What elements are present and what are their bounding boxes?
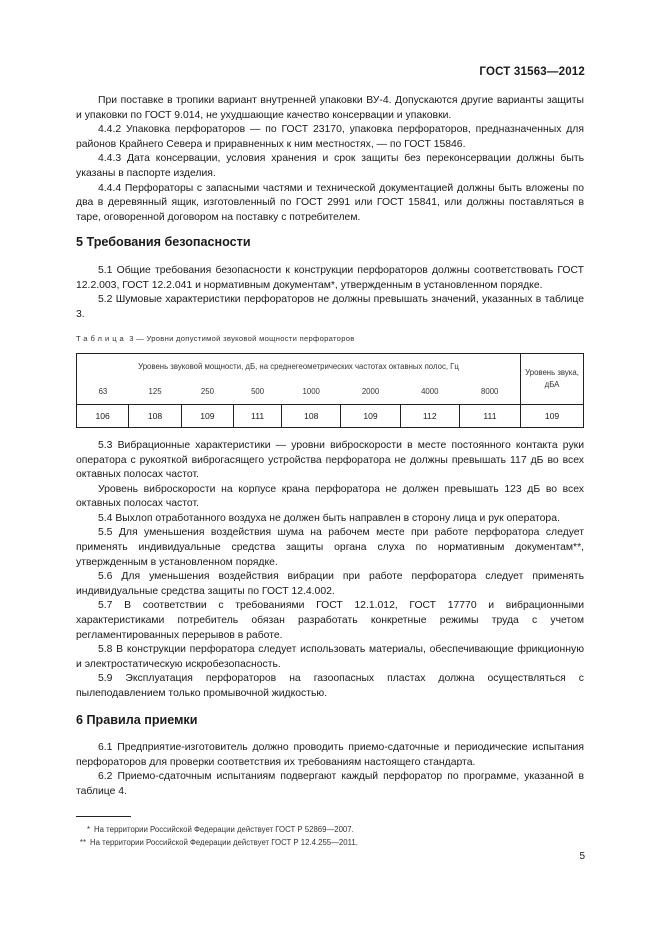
paragraph-5-5: 5.5 Для уменьшения воздействия шума на рабочем месте при работе перфоратора следует применять индивидуальные средства защиты органа слуха по нормативным документам**, утвержденным в установленном порядке. (76, 527, 584, 568)
value-cell: 111 (459, 404, 520, 427)
section-6-heading: 6 Правила приемки (76, 712, 198, 727)
value-cell: 111 (234, 404, 282, 427)
freq-cell: 500 (234, 380, 282, 405)
paragraph-6-1: 6.1 Предприятие-изготовитель должно проводить приемо-сдаточные и периодические испытания перфораторов для проверки соответствия их требованиям настоящего стандарта. (76, 742, 584, 768)
value-cell: 108 (129, 404, 181, 427)
paragraph-4-4-4: 4.4.4 Перфораторы с запасными частями и технической документацией должны быть вложены по два в деревянный ящик, изготовленный по ГОСТ 2991 или ГОСТ 15841, или должны поставляться в таре, оговоренной договором на поставку с потребителем. (76, 182, 584, 223)
paragraph-5-9: 5.9 Эксплуатация перфораторов на газоопасных пластах должна осуществляться с пылеподавлением только промывочной жидкостью. (76, 673, 584, 699)
page-number: 5 (579, 851, 585, 862)
table-caption-text: 3 — Уровни допустимой звуковой мощности перфораторов (129, 334, 355, 344)
freq-cell: 1000 (282, 380, 341, 405)
value-cell: 108 (282, 404, 341, 427)
table-3-caption (76, 332, 584, 347)
paragraph-5-7: 5.7 В соответствии с требованиями ГОСТ 12.1.012, ГОСТ 17770 и вибрационными характеристиками потребитель обязан разработать конкретные режимы труда с учетом регламентированных перерывов в работе. (76, 600, 584, 641)
footnote-text: На территории Российской Федерации действует ГОСТ Р 52869—2007. (94, 824, 354, 834)
paragraph-5-4: 5.4 Выхлоп отработанного воздуха не должен быть направлен в сторону лица и рук оператора. (98, 512, 560, 524)
freq-cell: 125 (129, 380, 181, 405)
paragraph-4-4-2: 4.4.2 Упаковка перфораторов — по ГОСТ 23170, упаковка перфораторов, предназначенных для районов Крайнего Севера и приравненных к ним местностях, — по ГОСТ 15846. (76, 124, 584, 150)
value-cell: 109 (341, 404, 400, 427)
footnote-mark: * (86, 824, 90, 834)
footnote-divider (76, 816, 131, 817)
value-cell: 112 (400, 404, 459, 427)
paragraph-5-3: 5.3 Вибрационные характеристики — уровни виброскорости в месте постоянного контакта руки оператора с рукояткой виброгасящего устройства перфоратора не должны превышать 117 дБ во всех октавных полосах частот. (76, 439, 584, 481)
value-cell: 109 (181, 404, 233, 427)
table-header-sound-power: Уровень звуковой мощности, дБ, на среднегеометрических частотах октавных полос, Гц (77, 353, 521, 380)
document-id-header: ГОСТ 31563—2012 (479, 66, 585, 78)
freq-cell: 2000 (341, 380, 400, 405)
footnote-2 (76, 836, 584, 849)
paragraph-5-1: 5.1 Общие требования безопасности к конструкции перфораторов должны соответствовать ГОСТ 12.2.003, ГОСТ 12.2.041 и нормативным документам*, утвержденным в установленном порядке. (76, 264, 584, 291)
paragraph-packaging-tropics: При поставке в тропики вариант внутренней упаковки ВУ-4. Допускаются другие варианты защиты и упаковки по ГОСТ 9.014, не ухудшающие качество консервации и упаковки. (76, 95, 584, 121)
paragraph-5-6: 5.6 Для уменьшения воздействия вибрации при работе перфоратора следует применять индивидуальные средства защиты по ГОСТ 12.4.002. (76, 571, 584, 597)
paragraph-5-3-continued: Уровень виброскорости на корпусе крана перфоратора не должен превышать 123 дБ во всех октавных полосах частот. (76, 483, 584, 510)
paragraph-5-2: 5.2 Шумовые характеристики перфораторов не должны превышать значений, указанных в таблице 3. (76, 294, 584, 320)
table-caption-word: Таблица (76, 334, 127, 344)
footnote-1 (76, 823, 584, 836)
paragraph-4-4-3: 4.4.3 Дата консервации, условия хранения и срок защиты без переконсервации должны быть указаны в паспорте изделия. (76, 153, 584, 179)
freq-cell: 63 (77, 380, 129, 405)
value-cell: 106 (77, 404, 129, 427)
section-5-heading: 5 Требования безопасности (76, 235, 251, 250)
freq-cell: 250 (181, 380, 233, 405)
footnote-mark: ** (79, 837, 86, 847)
page-content (76, 94, 584, 849)
footnote-text: На территории Российской Федерации действует ГОСТ Р 12.4.255—2011. (90, 837, 358, 847)
table-3-noise-levels (76, 353, 584, 428)
freq-cell: 4000 (400, 380, 459, 405)
freq-cell: 8000 (459, 380, 520, 405)
level-value-cell: 109 (521, 404, 584, 427)
paragraph-5-8: 5.8 В конструкции перфоратора следует использовать материалы, обеспечивающие фрикционную и электростатическую искробезопасность. (76, 644, 584, 670)
paragraph-6-2: 6.2 Приемо-сдаточным испытаниям подвергают каждый перфоратор по программе, указанной в таблице 4. (76, 771, 584, 797)
table-header-sound-level: Уровень звука, дБА (521, 353, 584, 404)
